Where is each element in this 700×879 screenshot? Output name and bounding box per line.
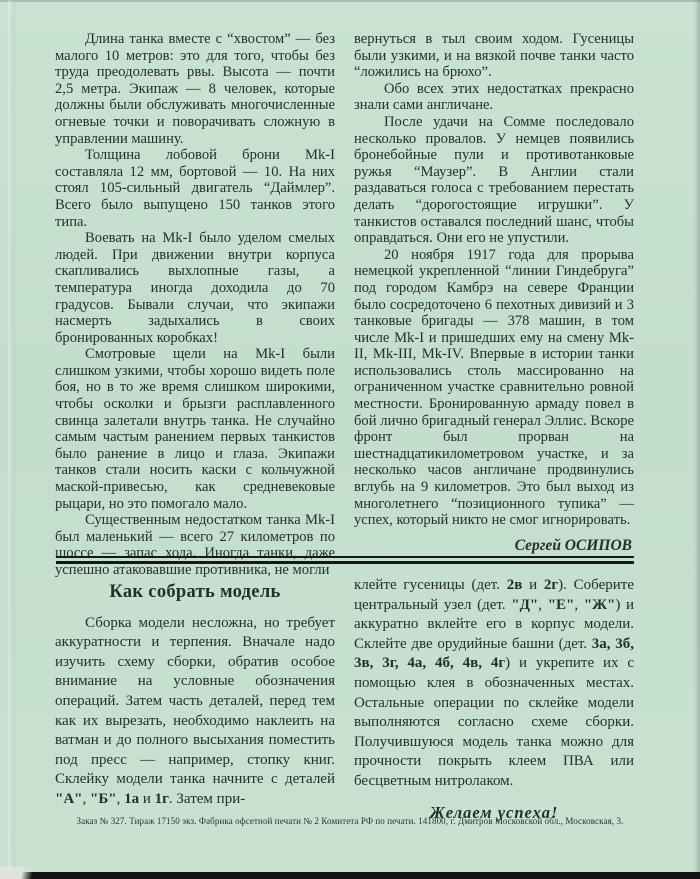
- closing-message: Желаем успеха!: [429, 802, 559, 822]
- article-section: [55, 31, 635, 579]
- paragraph: Обо всех этих недостатках прекрасно знали сами англичане.: [354, 80, 634, 114]
- assembly-column-right: [354, 576, 634, 822]
- paragraph: клейте гусеницы (дет. 2в и 2г). Соберите центральный узел (дет. "Д", "Е", "Ж") и аккуратно вклейте его в корпус модели. Склейте две орудийные башни (дет. 3а, 3б, 3в, 3г, 4а, 4б, 4в, 4г) и укрепите их с помощью клея в обозначенных местах. Остальные операции по склейке модели выполняются согласно схеме сборки. Получившуюся модель танка можно для прочности покрыть клеем ПВА или бесцветным нитролаком.: [354, 577, 635, 789]
- page-corner: [0, 867, 52, 879]
- paragraph: Воевать на Mk-I было уделом смелых людей. При движении внутри корпуса скапливались выхлопные газы, а температура иногда доходила до 70 градусов. Бывали случаи, что экипажи насмерть задыхались в своих бронированных коробках!: [55, 230, 335, 346]
- paragraph: Толщина лобовой брони Mk-I составляла 12 мм, бортовой — 10. На них стоял 105-сильный двигатель “Даймлер”. Всего было выпущено 150 танков этого типа.: [55, 147, 335, 230]
- article-column-left: [55, 31, 335, 579]
- assembly-section: [55, 576, 635, 822]
- page-right-edge: [694, 0, 700, 879]
- paragraph: вернуться в тыл своим ходом. Гусеницы были узкими, и на вязкой почве танки часто “ложились на брюхо”.: [354, 31, 634, 81]
- paragraph: Существенным недостатком танка Mk-I был маленький — всего 27 километров по шоссе — запас хода. Иногда танки, даже успешно атаковавшие противника, не могли: [55, 512, 335, 578]
- assembly-column-left: [55, 576, 335, 822]
- article-column-right: [354, 31, 634, 579]
- assembly-title: Как собрать модель: [109, 582, 281, 602]
- paragraph: Длина танка вместе с “хвостом” — без малого 10 метров: это для того, чтобы без труда преодолевать рвы. Высота — почти 2,5 метра. Экипаж — 8 человек, которые должны были обслуживать многочисленные огневые точки и поворачивать сложную в управлении машину.: [55, 31, 335, 147]
- page-top-edge: [0, 0, 700, 2]
- page-bottom-edge: [0, 872, 700, 879]
- section-divider-rule: [56, 556, 634, 564]
- paragraph: Смотровые щели на Mk-I были слишком узкими, чтобы хорошо видеть поле боя, но в то же время слишком широкими, чтобы осколки и брызги расплавленного свинца залетали внутрь танка. Не случайно самым частым ранением первых танкистов было ранение в лицо и глаза. Экипажи танков стали носить каски с кольчужной маской-привесью, как средневековые рыцари, но это помогало мало.: [55, 346, 335, 512]
- paragraph: 20 ноября 1917 года для прорыва немецкой укрепленной “линии Гиндебруга” под городом Камбрэ на севере Франции было сосредоточено 6 пехотных дивизий и 3 танковые бригады — 378 машин, в том числе Mk-I и пришедших ему на смену Mk-II, Mk-III, Mk-IV. Впервые в истории танки использовались столь массированно на ограниченном участке сравнительно ровной местности. Бронированную армаду повел в бой лично бригадный генерал Эллис. Вскоре фронт был прорван на шестнадцатикилометровом участке, и за несколько часов англичане продвинулись вглубь на 9 километров. Это был выход из многолетнего “позиционного тупика” — успех, который никто не смог игнорировать.: [354, 246, 634, 529]
- author-signature: Сергей ОСИПОВ: [514, 536, 632, 554]
- paragraph: Сборка модели несложна, но требует аккуратности и терпения. Вначале надо изучить схему сборки, обратив особое внимание на условные обозначения операций. Затем часть деталей, перед тем как их вырезать, необходимо наклеить на ватман и до полного высыхания поместить под пресс — например, стопку книг. Склейку модели танка начните с деталей "А", "Б", 1а и 1г. Затем при-: [55, 614, 335, 807]
- paragraph: После удачи на Сомме последовало несколько провалов. У немцев появились бронебойные пули и противотанковые ружья “Маузер”. В Англии стали раздаваться голоса с требованием перестать делать “дорогостоящие игрушки”. У танкистов оставался последний шанс, чтобы оправдаться. Они его не упустили.: [354, 113, 634, 247]
- page-fold-line: [8, 0, 15, 879]
- imprint-footer: Заказ № 327. Тираж 17150 экз. Фабрика офсетной печати № 2 Комитета РФ по печати. 141800, г. Дмитров Московской обл., Московская, 3.: [76, 816, 624, 826]
